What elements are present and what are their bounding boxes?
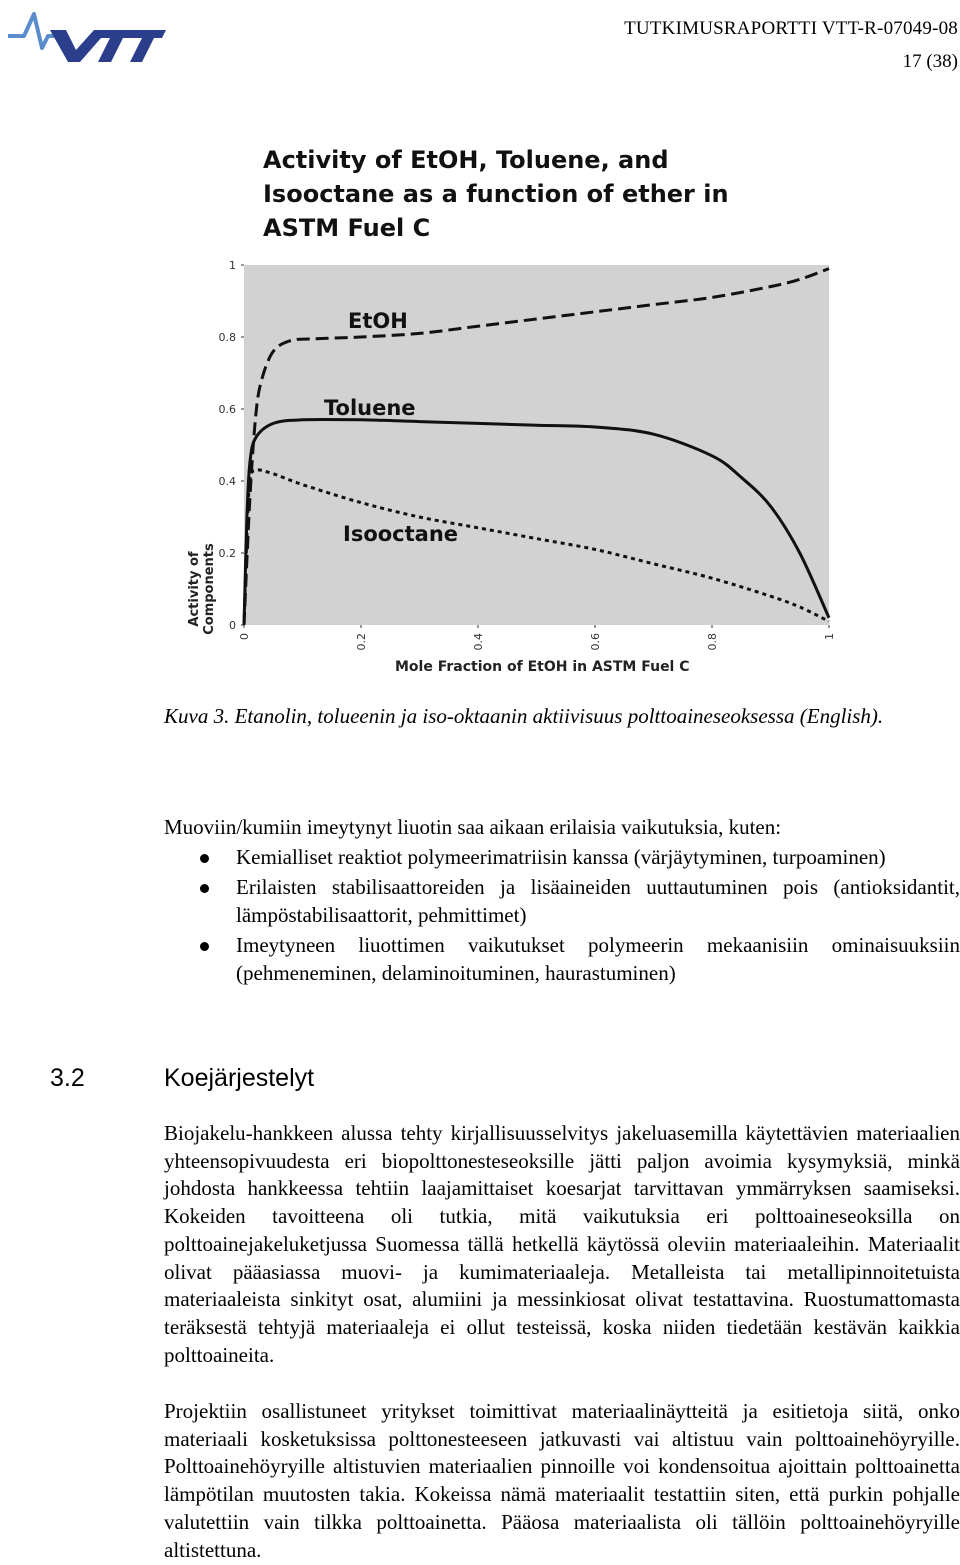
chart-y-axis-label: Activity of Components xyxy=(187,543,217,635)
y-tick-label: 0.2 xyxy=(218,547,236,560)
report-id: TUTKIMUSRAPORTTI VTT-R-07049-08 xyxy=(624,18,958,39)
y-tick-label: 0.4 xyxy=(218,475,236,488)
bullet-icon xyxy=(200,942,209,951)
y-tick-label: 0.8 xyxy=(218,331,236,344)
page-number: 17 (38) xyxy=(902,51,958,72)
section-title: Koejärjestelyt xyxy=(164,1064,315,1092)
y-tick-label: 0 xyxy=(229,619,236,632)
bullet-icon xyxy=(200,884,209,893)
x-tick-label: 0.4 xyxy=(472,633,485,651)
bullet-icon xyxy=(200,854,209,863)
list-item xyxy=(164,931,960,987)
logo-letter-t1 xyxy=(98,30,138,62)
x-tick-label: 0.2 xyxy=(355,633,368,651)
list-item xyxy=(164,843,960,871)
series-label-isooctane: Isooctane xyxy=(343,522,459,546)
series-label-etoh: EtOH xyxy=(348,309,408,333)
logo-letter-v xyxy=(50,30,108,62)
paragraph-2: Projektiin osallistuneet yritykset toimittivat materiaalinäytteitä ja esitietoja siitä, onko materiaali kosketuksissa polttonesteeseen jatkuvasti vai altistuu vain polttoainehöyryille. Polttoainehöyryille altistuvien materiaalien pinnoille voi kondensoitua ajoittain polttoainetta lämpötilan muutosten takia. Kokeissa nämä materiaalit testattiin siten, että purkin pohjalle valutettiin vain tilkka polttoainetta. Pääosa materiaalista oli tällöin polttoainehöyryille altistettuna. xyxy=(164,1399,960,1562)
chart-title: Activity of EtOH, Toluene, and Isooctane as a function of ether in ASTM Fuel C xyxy=(263,146,729,242)
list-item-text: Imeytyneen liuottimen vaikutukset polymeerin mekaanisiin ominaisuuksiin (pehmeneminen, delaminoituminen, haurastuminen) xyxy=(236,933,960,985)
y-tick-label: 0.6 xyxy=(218,403,236,416)
chart-x-axis-label: Mole Fraction of EtOH in ASTM Fuel C xyxy=(395,659,690,675)
x-tick-label: 0.6 xyxy=(589,633,602,651)
series-label-toluene: Toluene xyxy=(324,396,416,420)
x-tick-label: 0.8 xyxy=(706,633,719,651)
intro-text: Muoviin/kumiin imeytynyt liuotin saa aikaan erilaisia vaikutuksia, kuten: xyxy=(164,815,782,839)
x-tick-label: 1 xyxy=(823,633,836,640)
list-item-text: Erilaisten stabilisaattoreiden ja lisäaineiden uuttautuminen pois (antioksidantit, lämpöstabilisaattorit, pehmittimet) xyxy=(236,875,960,927)
logo-wave-mark xyxy=(8,14,56,48)
activity-chart xyxy=(180,138,860,686)
logo-letter-t2 xyxy=(130,30,166,62)
effects-list xyxy=(164,843,960,989)
paragraph-1: Biojakelu-hankkeen alussa tehty kirjallisuusselvitys jakeluasemilla käytettävien materiaalien yhteensopivuudesta eri biopolttonesteseoksille jätti paljon avoimia kysymyksiä, minkä johdosta hankkeessa tehtiin laajamittaiset koesarjat tarvittavan ymmärryksen saamiseksi. Kokeiden tavoitteena oli tutkia, mitä vaikutuksia eri polttoaineseoksilla on polttoainejakeluketjussa Suomessa tällä hetkellä käytössä oleviin materiaaleihin. Materiaalit olivat pääasiassa muovi- ja kumimateriaaleja. Metalleista tai metallipinnoitetuista materiaaleista sinkityt osat, alumiini ja messinkiosat olivat testattavina. Ruostumattomasta teräksestä tehtyjä materiaaleja ei ollut testeissä, koska niiden tiedetään kestävän kaikkia polttoaineita. xyxy=(164,1121,960,1367)
figure-caption: Kuva 3. Etanolin, tolueenin ja iso-oktaanin aktiivisuus polttoaineseoksessa (English). xyxy=(164,704,884,728)
list-item-text: Kemialliset reaktiot polymeerimatriisin kanssa (värjäytyminen, turpoaminen) xyxy=(236,845,886,869)
list-item xyxy=(164,873,960,929)
y-tick-label: 1 xyxy=(229,259,236,272)
x-tick-label: 0 xyxy=(238,633,251,640)
vtt-logo xyxy=(6,6,166,64)
section-number: 3.2 xyxy=(50,1064,85,1092)
